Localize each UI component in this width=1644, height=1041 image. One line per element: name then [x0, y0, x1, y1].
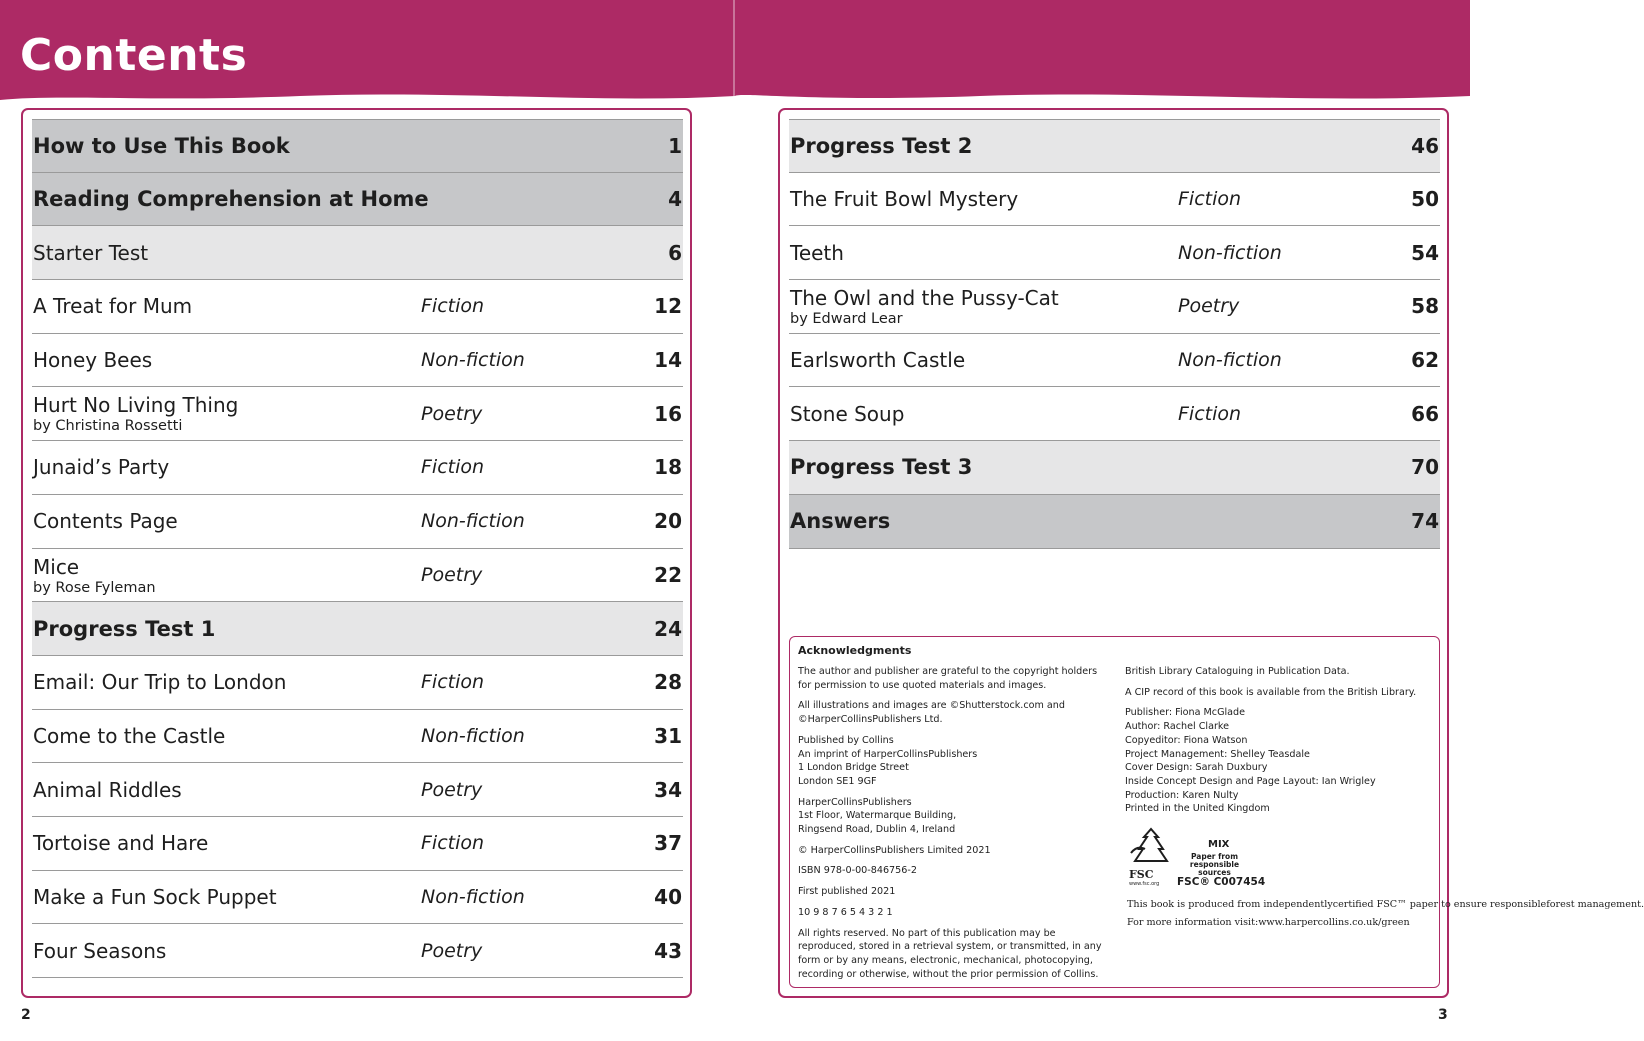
- contents-row-genre: Non-fiction: [421, 724, 525, 747]
- acknowledgments-line: Ringsend Road, Dublin 4, Ireland: [798, 824, 956, 836]
- acknowledgments-paragraph: [798, 864, 1110, 878]
- contents-row-title: Stone Soup: [790, 401, 905, 426]
- acknowledgments-line: British Library Cataloguing in Publication Data.: [1125, 666, 1350, 677]
- contents-row-title: Progress Test 1: [33, 616, 216, 641]
- contents-list-right: [789, 119, 1440, 549]
- contents-list-left: [32, 119, 683, 978]
- contents-row-author: by Edward Lear: [790, 311, 903, 328]
- fsc-tree-icon: [1129, 827, 1173, 867]
- acknowledgments-paragraph: [798, 844, 1110, 858]
- contents-row-page: 46: [1411, 133, 1439, 158]
- acknowledgments-line: Printed in the United Kingdom: [1125, 803, 1270, 815]
- contents-row-page: 34: [654, 777, 682, 802]
- acknowledgments-line: 1 London Bridge Street: [798, 762, 909, 774]
- contents-row-page: 43: [654, 938, 682, 963]
- contents-row-title: Reading Comprehension at Home: [33, 187, 429, 212]
- acknowledgments-paragraph: [798, 665, 1110, 692]
- contents-row-page: 1: [668, 133, 682, 158]
- contents-row-title: Answers: [790, 509, 891, 534]
- contents-row: [789, 387, 1440, 441]
- contents-row-page: 37: [654, 831, 682, 856]
- contents-row-page: 18: [654, 455, 682, 480]
- contents-row-genre: Non-fiction: [421, 885, 525, 908]
- contents-row: [789, 280, 1440, 334]
- fsc-note: [1127, 899, 1644, 935]
- acknowledgments-line: forest management.: [1546, 899, 1644, 910]
- page-title: Contents: [20, 30, 248, 81]
- contents-row: [32, 924, 683, 978]
- contents-row-genre: Non-fiction: [421, 349, 525, 372]
- contents-row-title: Junaid’s Party: [33, 455, 170, 480]
- contents-row-page: 31: [654, 723, 682, 748]
- acknowledgments-line: Cover Design: Sarah Duxbury: [1125, 762, 1268, 774]
- contents-row-title: Email: Our Trip to London: [33, 670, 287, 695]
- contents-row-title: Animal Riddles: [33, 777, 182, 802]
- acknowledgments-line: Inside Concept Design and Page Layout: Ian Wrigley: [1125, 775, 1376, 787]
- page-header-band: [0, 0, 1470, 104]
- contents-row-title: Tortoise and Hare: [33, 831, 209, 856]
- acknowledgments-line: The author and publisher are grateful to the copyright holders: [798, 666, 1098, 677]
- fsc-paper-line: Paper from: [1190, 852, 1239, 861]
- contents-row-genre: Non-fiction: [1178, 241, 1282, 264]
- contents-row-title: Starter Test: [33, 240, 149, 265]
- acknowledgments-line: HarperCollinsPublishers: [798, 796, 912, 808]
- contents-row-title: Contents Page: [33, 509, 178, 534]
- contents-row-title: Mice: [33, 554, 80, 579]
- contents-row-genre: Fiction: [1178, 402, 1242, 425]
- contents-row-genre: Fiction: [421, 295, 485, 318]
- contents-row-page: 14: [654, 348, 682, 373]
- acknowledgments-column-2: [1125, 665, 1435, 823]
- contents-row-page: 74: [1411, 509, 1439, 534]
- acknowledgments-paragraph: [798, 885, 1110, 899]
- contents-row-genre: Fiction: [421, 671, 485, 694]
- contents-row: [32, 387, 683, 441]
- contents-row-genre: Non-fiction: [1178, 349, 1282, 372]
- contents-row-title: Come to the Castle: [33, 723, 226, 748]
- contents-row-genre: Poetry: [421, 563, 483, 586]
- acknowledgments-line: Author: Rachel Clarke: [1125, 721, 1230, 733]
- fsc-mix: MIX: [1208, 839, 1230, 850]
- acknowledgments-line: recording or otherwise, without the prior permission of Collins.: [798, 968, 1099, 980]
- acknowledgments-paragraph: [1127, 899, 1644, 911]
- acknowledgments-line: Project Management: Shelley Teasdale: [1125, 748, 1310, 760]
- fsc-code: FSC® C007454: [1177, 876, 1266, 888]
- acknowledgments-line: Copyeditor: Fiona Watson: [1125, 734, 1248, 746]
- acknowledgments-line: © HarperCollinsPublishers Limited 2021: [798, 844, 991, 856]
- contents-row-title: The Fruit Bowl Mystery: [790, 187, 1019, 212]
- acknowledgments-line: An imprint of HarperCollinsPublishers: [798, 748, 978, 760]
- acknowledgments-paragraph: [798, 796, 1110, 837]
- contents-row-author: by Rose Fyleman: [33, 579, 156, 596]
- contents-row: [32, 495, 683, 549]
- contents-row-page: 50: [1411, 187, 1439, 212]
- contents-row: [789, 119, 1440, 173]
- contents-row-author: by Christina Rossetti: [33, 418, 183, 435]
- contents-row: [789, 441, 1440, 495]
- acknowledgments-line: ©HarperCollinsPublishers Ltd.: [798, 714, 943, 726]
- acknowledgments-line: Publisher: Fiona McGlade: [1125, 707, 1246, 719]
- acknowledgments-line: form or by any means, electronic, mechanical, photocopying,: [798, 954, 1093, 966]
- contents-row-page: 70: [1411, 455, 1439, 480]
- page-number-left: 2: [21, 1007, 31, 1023]
- contents-row: [32, 334, 683, 388]
- acknowledgments-line: certified FSC™ paper to ensure responsible: [1332, 899, 1547, 910]
- acknowledgments-line: This book is produced from independently: [1127, 899, 1333, 910]
- contents-row-genre: Fiction: [421, 832, 485, 855]
- acknowledgments-line: 1st Floor, Watermarque Building,: [798, 810, 957, 822]
- contents-row-genre: Poetry: [421, 778, 483, 801]
- page-number-right: 3: [1438, 1007, 1448, 1023]
- acknowledgments-line: First published 2021: [798, 886, 896, 898]
- contents-row: [32, 441, 683, 495]
- contents-row: [32, 656, 683, 710]
- acknowledgments-paragraph: [798, 906, 1110, 920]
- contents-row-page: 6: [668, 240, 682, 265]
- contents-row-title: Teeth: [790, 240, 844, 265]
- acknowledgments-line: London SE1 9GF: [798, 775, 877, 787]
- contents-row-title: Four Seasons: [33, 938, 167, 963]
- contents-row-page: 12: [654, 294, 682, 319]
- contents-row: [32, 119, 683, 173]
- acknowledgments-line: A CIP record of this book is available from the British Library.: [1125, 686, 1417, 698]
- acknowledgments-paragraph: [1125, 665, 1435, 679]
- acknowledgments-title: Acknowledgments: [798, 644, 912, 657]
- contents-row: [32, 871, 683, 925]
- acknowledgments-line: Published by Collins: [798, 734, 894, 746]
- contents-row: [789, 334, 1440, 388]
- contents-row-page: 16: [654, 401, 682, 426]
- contents-row-genre: Poetry: [1178, 295, 1240, 318]
- acknowledgments-line: Production: Karen Nulty: [1125, 789, 1239, 801]
- contents-panel-right: [778, 108, 1644, 998]
- contents-row-page: 62: [1411, 348, 1439, 373]
- contents-row: [32, 817, 683, 871]
- acknowledgments-paragraph: [798, 927, 1110, 982]
- acknowledgments-paragraph: [1127, 917, 1427, 929]
- contents-row-title: Hurt No Living Thing: [33, 393, 239, 418]
- contents-row-page: 66: [1411, 401, 1439, 426]
- fsc-label: FSC: [1129, 868, 1154, 881]
- acknowledgments-paragraph: [1125, 686, 1435, 700]
- contents-row-page: 54: [1411, 240, 1439, 265]
- contents-row-title: How to Use This Book: [33, 133, 290, 158]
- contents-row-title: Make a Fun Sock Puppet: [33, 884, 277, 909]
- contents-row-title: Progress Test 3: [790, 455, 973, 480]
- acknowledgments-line: www.harpercollins.co.uk/green: [1258, 917, 1410, 928]
- contents-row: [32, 602, 683, 656]
- acknowledgments-line: ISBN 978-0-00-846756-2: [798, 865, 917, 877]
- fsc-web: www.fsc.org: [1129, 881, 1160, 887]
- contents-row-page: 4: [668, 187, 682, 212]
- contents-row: [32, 226, 683, 280]
- contents-row-title: A Treat for Mum: [33, 294, 193, 319]
- contents-row-genre: Poetry: [421, 939, 483, 962]
- contents-row: [789, 173, 1440, 227]
- acknowledgments-paragraph: [1125, 706, 1435, 816]
- contents-panel-left: [21, 108, 692, 998]
- contents-row-title: The Owl and the Pussy-Cat: [790, 286, 1059, 311]
- fsc-paper-line: responsible sources: [1189, 860, 1240, 877]
- acknowledgments-paragraph: [798, 734, 1110, 789]
- contents-row-genre: Non-fiction: [421, 510, 525, 533]
- contents-row: [32, 710, 683, 764]
- contents-row-title: Earlsworth Castle: [790, 348, 966, 373]
- contents-row-page: 40: [654, 884, 682, 909]
- contents-row-genre: Fiction: [1178, 188, 1242, 211]
- contents-row-page: 20: [654, 509, 682, 534]
- fsc-logo: [1125, 831, 1325, 891]
- acknowledgments-line: All rights reserved. No part of this publication may be: [798, 927, 1056, 939]
- contents-row-page: 22: [654, 562, 682, 587]
- page-spine: [733, 0, 735, 104]
- acknowledgments-line: For more information visit:: [1127, 917, 1259, 928]
- acknowledgments-line: 10 9 8 7 6 5 4 3 2 1: [798, 906, 893, 918]
- contents-row-genre: Poetry: [421, 402, 483, 425]
- fsc-paper-text: [1177, 853, 1252, 877]
- contents-row-page: 28: [654, 670, 682, 695]
- acknowledgments-box: [789, 636, 1644, 988]
- contents-row-genre: Fiction: [421, 456, 485, 479]
- acknowledgments-line: reproduced, stored in a retrieval system, or transmitted, in any: [798, 941, 1102, 953]
- contents-row-page: 58: [1411, 294, 1439, 319]
- contents-row: [789, 226, 1440, 280]
- contents-row: [32, 549, 683, 603]
- acknowledgments-line: for permission to use quoted materials and images.: [798, 679, 1047, 691]
- contents-row: [32, 173, 683, 227]
- acknowledgments-column-1: [798, 665, 1110, 988]
- contents-row: [32, 280, 683, 334]
- acknowledgments-paragraph: [798, 699, 1110, 726]
- contents-row-page: 24: [654, 616, 682, 641]
- contents-row-title: Progress Test 2: [790, 133, 973, 158]
- contents-row: [32, 763, 683, 817]
- contents-row: [789, 495, 1440, 549]
- contents-row-title: Honey Bees: [33, 348, 153, 373]
- acknowledgments-line: All illustrations and images are ©Shutterstock.com and: [798, 700, 1065, 712]
